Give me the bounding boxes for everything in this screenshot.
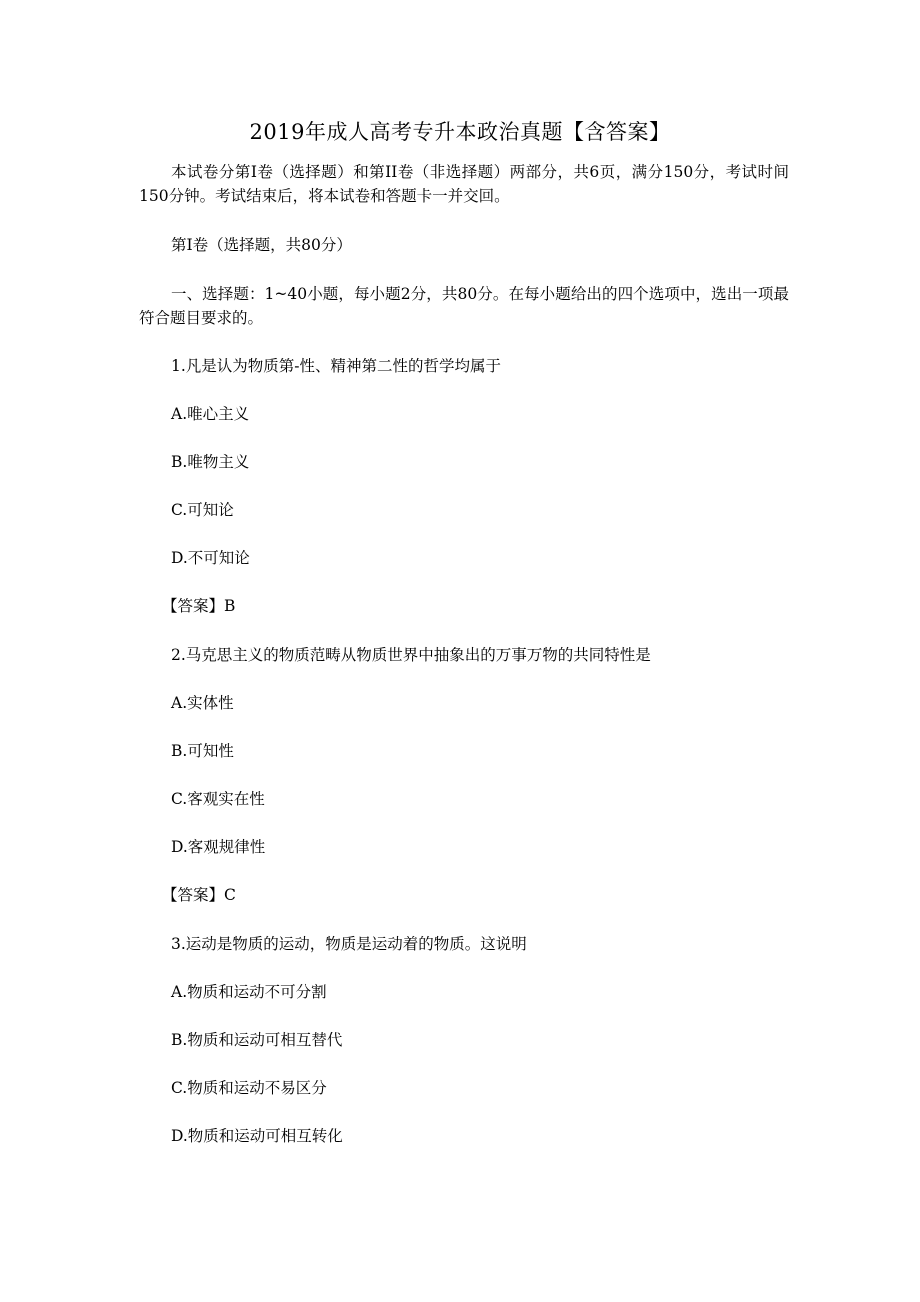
question-2-option-d: D.客观规律性 [171,838,266,856]
section-header: 第I卷（选择题，共80分） [171,236,352,254]
question-2-option-a: A.实体性 [171,694,234,712]
question-3-option-d: D.物质和运动可相互转化 [171,1127,343,1145]
question-1-option-c: C.可知论 [171,501,234,519]
exam-instructions: 一、选择题：1~40小题，每小题2分，共80分。在每小题给出的四个选项中，选出一项最符合题目要求的。 [139,285,789,327]
question-1-answer: 【答案】B [162,597,236,615]
document-title: 2019年成人高考专升本政治真题【含答案】 [249,120,671,144]
question-3-stem: 3.运动是物质的运动，物质是运动着的物质。这说明 [171,935,527,953]
question-3-option-a: A.物质和运动不可分割 [171,983,327,1001]
question-3-option-c: C.物质和运动不易区分 [171,1079,327,1097]
question-3-option-b: B.物质和运动可相互替代 [171,1031,343,1049]
question-2-option-c: C.客观实在性 [171,790,265,808]
question-1-option-b: B.唯物主义 [171,453,250,471]
question-1-option-d: D.不可知论 [171,549,250,567]
question-1-option-a: A.唯心主义 [171,405,250,423]
question-1-stem: 1.凡是认为物质第-性、精神第二性的哲学均属于 [171,357,502,375]
question-2-option-b: B.可知性 [171,742,234,760]
question-2-answer: 【答案】C [162,886,236,904]
question-2-stem: 2.马克思主义的物质范畴从物质世界中抽象出的万事万物的共同特性是 [171,646,651,664]
exam-intro: 本试卷分第I卷（选择题）和第II卷（非选择题）两部分，共6页，满分150分，考试时间150分钟。考试结束后，将本试卷和答题卡一并交回。 [139,163,789,205]
